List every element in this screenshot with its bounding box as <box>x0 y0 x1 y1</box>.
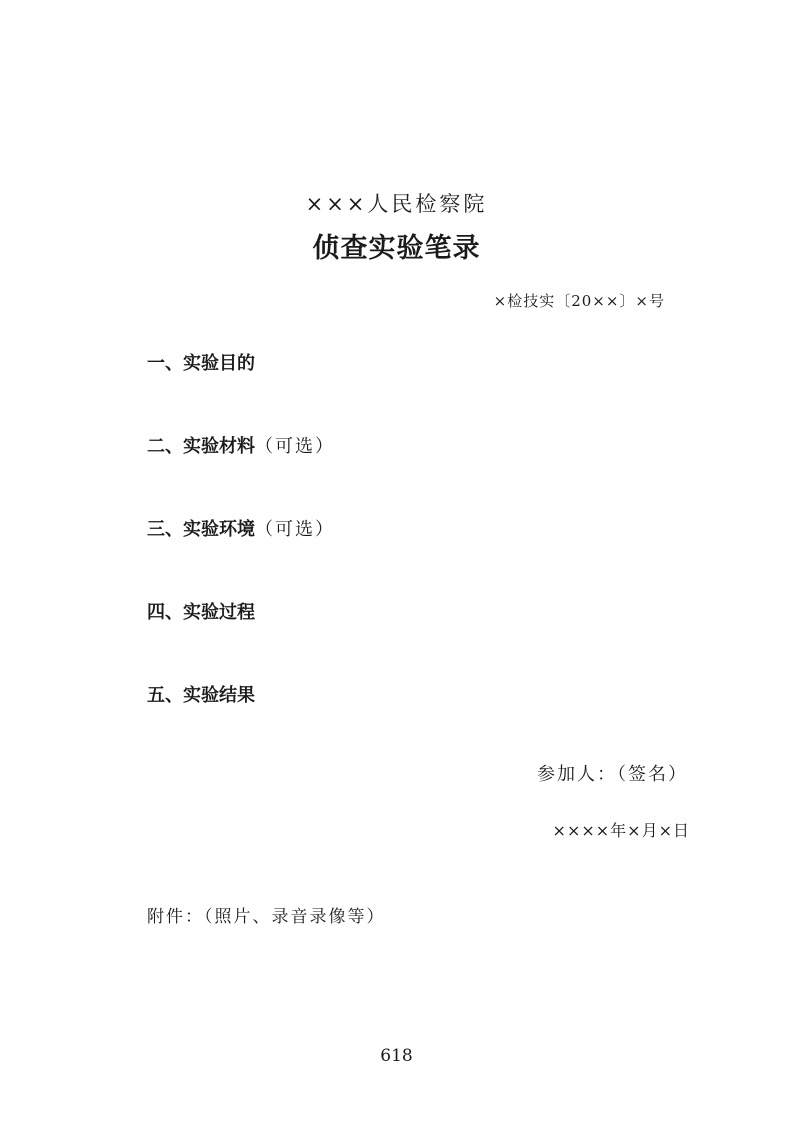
signature-date: ××××年×月×日 <box>552 821 690 840</box>
section-note: （可选） <box>255 436 335 457</box>
section-process <box>147 598 255 624</box>
section-note: （可选） <box>255 519 335 540</box>
section-label: 二、实验材料 <box>147 436 255 457</box>
section-materials <box>147 432 335 458</box>
participant-signature: 参加人：（签名） <box>537 764 688 785</box>
section-label: 一、实验目的 <box>147 353 255 374</box>
section-result <box>147 681 255 707</box>
section-environment <box>147 515 335 541</box>
document-title: 侦查实验笔录 <box>312 233 481 264</box>
page-number: 618 <box>380 1046 413 1066</box>
section-purpose <box>147 349 255 375</box>
organization-name: ×××人民检察院 <box>305 192 488 216</box>
document-number: ×检技实〔20××〕×号 <box>493 292 665 310</box>
section-label: 三、实验环境 <box>147 519 255 540</box>
section-label: 五、实验结果 <box>147 685 255 706</box>
attachment-note: 附件：（照片、录音录像等） <box>147 907 386 927</box>
section-label: 四、实验过程 <box>147 602 255 623</box>
